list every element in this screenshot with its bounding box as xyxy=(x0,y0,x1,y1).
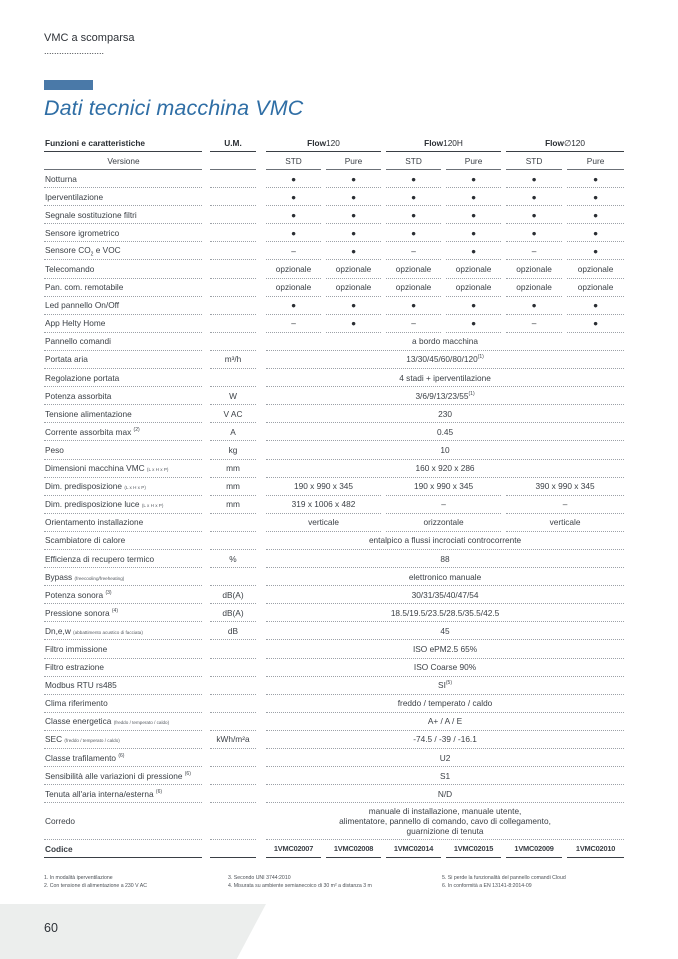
row-label: Sensore $CO_2$ e VOC xyxy=(44,242,202,260)
cell: ● xyxy=(567,224,624,242)
table-row xyxy=(44,423,624,441)
cell: N/D xyxy=(266,785,624,803)
unit-cell: mm xyxy=(210,460,256,478)
cell: ● xyxy=(506,224,562,242)
table-row xyxy=(44,152,624,170)
cell: 1VMC02014 xyxy=(386,840,441,858)
cell: opzionale xyxy=(567,279,624,297)
footnote: 4. Misurata su ambiente semianecoico di 30 m² a distanza 3 m xyxy=(228,883,372,889)
unit-cell: kg xyxy=(210,441,256,459)
cell: Pure xyxy=(446,152,501,170)
cell: ● xyxy=(446,206,501,224)
cell: opzionale xyxy=(266,279,321,297)
row-label: Peso xyxy=(44,441,202,459)
cell: – xyxy=(266,315,321,333)
cell: A+ / A / E xyxy=(266,713,624,731)
footnote: 1. In modalità iperventilazione xyxy=(44,875,113,881)
row-label: Dim. predisposizione luce (L x H x P) xyxy=(44,496,202,514)
cell: ● xyxy=(567,297,624,315)
page-corner-shape xyxy=(0,904,266,959)
table-row xyxy=(44,840,624,858)
cell: ● xyxy=(567,242,624,260)
cell: 88 xyxy=(266,550,624,568)
row-label: Notturna xyxy=(44,170,202,188)
cell: 1VMC02015 xyxy=(446,840,501,858)
footnote: 3. Secondo UNI 3744:2010 xyxy=(228,875,291,881)
col-features-header: Funzioni e caratteristiche xyxy=(44,134,202,152)
cell: ● xyxy=(567,315,624,333)
cell: 30/31/35/40/47/54 xyxy=(266,586,624,604)
table-row xyxy=(44,514,624,532)
unit-cell: kWh/m²a xyxy=(210,731,256,749)
footnote: 2. Con tensione di alimentazione a 230 V AC xyxy=(44,883,147,889)
row-label: Scambiatore di calore xyxy=(44,532,202,550)
cell: 10 xyxy=(266,441,624,459)
cell: ● xyxy=(326,224,381,242)
cell: freddo / temperato / caldo xyxy=(266,695,624,713)
row-label: Pannello comandi xyxy=(44,333,202,351)
cell: elettronico manuale xyxy=(266,568,624,586)
row-label: Clima riferimento xyxy=(44,695,202,713)
table-row xyxy=(44,441,624,459)
cell: 18.5/19.5/23.5/28.5/35.5/42.5 xyxy=(266,604,624,622)
table-row xyxy=(44,640,624,658)
table-row xyxy=(44,206,624,224)
table-row xyxy=(44,460,624,478)
row-label: Filtro estrazione xyxy=(44,659,202,677)
row-label: Pressione sonora $^{(4)}$ xyxy=(44,604,202,622)
cell: 190 x 990 x 345 xyxy=(266,478,381,496)
unit-cell: dB xyxy=(210,622,256,640)
accent-bar xyxy=(44,80,93,90)
table-row xyxy=(44,478,624,496)
row-label: Segnale sostituzione filtri xyxy=(44,206,202,224)
row-label: Efficienza di recupero termico xyxy=(44,550,202,568)
cell: 13/30/45/60/80/120$^{(1)}$ xyxy=(266,351,624,369)
cell: opzionale xyxy=(446,260,501,278)
unit-cell: % xyxy=(210,550,256,568)
table-row xyxy=(44,532,624,550)
cell: ● xyxy=(326,315,381,333)
cell: U2 xyxy=(266,749,624,767)
table-row xyxy=(44,351,624,369)
cell: ● xyxy=(326,206,381,224)
cell: ● xyxy=(506,206,562,224)
row-label: Modbus RTU rs485 xyxy=(44,677,202,695)
cell: – xyxy=(506,496,624,514)
cell: ● xyxy=(567,188,624,206)
row-label: Classe energetica (freddo / temperato / caldo) xyxy=(44,713,202,731)
table-row xyxy=(44,604,624,622)
section-label: VMC a scomparsa xyxy=(44,32,135,44)
row-label: Regolazione portata xyxy=(44,369,202,387)
cell: ● xyxy=(567,170,624,188)
cell: ● xyxy=(326,170,381,188)
row-label: Dn,e,w (abbattimento acustico di facciata) xyxy=(44,622,202,640)
cell: ● xyxy=(386,170,441,188)
footnote: 5. Si perde la funzionalità del pannello comandi Cloud xyxy=(442,875,566,881)
unit-cell: dB(A) xyxy=(210,586,256,604)
page-number: 60 xyxy=(44,921,58,935)
table-row xyxy=(44,622,624,640)
row-label: Versione xyxy=(44,152,202,170)
table-row xyxy=(44,496,624,514)
footnote: 6. In conformità a EN 13141-8:2014-09 xyxy=(442,883,532,889)
cell: opzionale xyxy=(386,260,441,278)
table-row xyxy=(44,659,624,677)
cell: opzionale xyxy=(506,279,562,297)
row-label: Corredo xyxy=(44,803,202,840)
table-row xyxy=(44,188,624,206)
table-row xyxy=(44,568,624,586)
cell: orizzontale xyxy=(386,514,501,532)
row-label: Codice xyxy=(44,840,202,858)
group-header: Flow120 xyxy=(266,134,381,152)
row-label: Pan. com. remotabile xyxy=(44,279,202,297)
row-label: Led pannello On/Off xyxy=(44,297,202,315)
table-row xyxy=(44,405,624,423)
row-label: Telecomando xyxy=(44,260,202,278)
table-row xyxy=(44,677,624,695)
cell: ● xyxy=(266,297,321,315)
cell: – xyxy=(386,496,501,514)
row-label: SEC (freddo / temperato / caldo) xyxy=(44,731,202,749)
cell: opzionale xyxy=(506,260,562,278)
row-label: Portata aria xyxy=(44,351,202,369)
unit-cell: mm xyxy=(210,496,256,514)
cell: STD xyxy=(266,152,321,170)
row-label: Sensibilità alle variazioni di pressione $^{(6)}$ xyxy=(44,767,202,785)
table-row xyxy=(44,369,624,387)
cell: ● xyxy=(326,242,381,260)
table-row xyxy=(44,242,624,260)
cell: a bordo macchina xyxy=(266,333,624,351)
table-row xyxy=(44,387,624,405)
cell: ● xyxy=(506,297,562,315)
cell: opzionale xyxy=(326,260,381,278)
cell: – xyxy=(266,242,321,260)
cell: ● xyxy=(446,297,501,315)
cell: ISO ePM2.5 65% xyxy=(266,640,624,658)
cell: ● xyxy=(446,224,501,242)
cell: SI$^{(5)}$ xyxy=(266,677,624,695)
table-row xyxy=(44,170,624,188)
unit-cell: W xyxy=(210,387,256,405)
row-label: Classe trafilamento $^{(6)}$ xyxy=(44,749,202,767)
cell: STD xyxy=(506,152,562,170)
cell: ● xyxy=(266,224,321,242)
cell: Pure xyxy=(567,152,624,170)
col-um-header: U.M. xyxy=(210,134,256,152)
group-header: Flow120H xyxy=(386,134,501,152)
footnotes-col xyxy=(442,874,566,890)
row-label: Tenuta all'aria interna/esterna $^{(6)}$ xyxy=(44,785,202,803)
cell: 390 x 990 x 345 xyxy=(506,478,624,496)
cell: – xyxy=(506,242,562,260)
cell: opzionale xyxy=(567,260,624,278)
cell: 4 stadi + iperventilazione xyxy=(266,369,624,387)
row-label: Bypass (freecooling/freeheating) xyxy=(44,568,202,586)
cell: – xyxy=(506,315,562,333)
section-dots: ........................ xyxy=(44,46,105,56)
cell: 319 x 1006 x 482 xyxy=(266,496,381,514)
cell: ● xyxy=(506,170,562,188)
row-label: Corrente assorbita max $^{(2)}$ xyxy=(44,423,202,441)
cell: manuale di installazione, manuale utente, alimentatore, pannello di comando, cavo di collegamento, guarnizione di tenuta xyxy=(266,803,624,840)
cell: ● xyxy=(266,170,321,188)
cell: 1VMC02008 xyxy=(326,840,381,858)
cell: – xyxy=(386,242,441,260)
cell: opzionale xyxy=(446,279,501,297)
cell: ● xyxy=(446,315,501,333)
cell: 230 xyxy=(266,405,624,423)
row-label: Orientamento installazione xyxy=(44,514,202,532)
table-row xyxy=(44,803,624,840)
cell: verticale xyxy=(506,514,624,532)
page-title: Dati tecnici macchina VMC xyxy=(44,96,304,120)
row-label: App Helty Home xyxy=(44,315,202,333)
group-header: Flow∅120 xyxy=(506,134,624,152)
cell: ● xyxy=(266,206,321,224)
table-row xyxy=(44,695,624,713)
cell: 1VMC02010 xyxy=(567,840,624,858)
cell: ● xyxy=(326,297,381,315)
row-label: Potenza sonora $^{(3)}$ xyxy=(44,586,202,604)
cell: entalpico a flussi incrociati controcorrente xyxy=(266,532,624,550)
table-row xyxy=(44,749,624,767)
cell: verticale xyxy=(266,514,381,532)
cell: opzionale xyxy=(266,260,321,278)
cell: 1VMC02007 xyxy=(266,840,321,858)
cell: ● xyxy=(326,188,381,206)
cell: ● xyxy=(386,224,441,242)
cell: ● xyxy=(386,188,441,206)
cell: ● xyxy=(266,188,321,206)
table-row xyxy=(44,731,624,749)
cell: ● xyxy=(446,242,501,260)
row-label: Iperventilazione xyxy=(44,188,202,206)
cell: Pure xyxy=(326,152,381,170)
row-label: Filtro immissione xyxy=(44,640,202,658)
unit-cell: m³/h xyxy=(210,351,256,369)
unit-cell: A xyxy=(210,423,256,441)
row-label: Dim. predisposizione (L x H x P) xyxy=(44,478,202,496)
cell: ● xyxy=(446,170,501,188)
row-label: Potenza assorbita xyxy=(44,387,202,405)
cell: S1 xyxy=(266,767,624,785)
table-row xyxy=(44,713,624,731)
cell: ● xyxy=(446,188,501,206)
cell: ● xyxy=(567,206,624,224)
cell: opzionale xyxy=(326,279,381,297)
unit-cell: V AC xyxy=(210,405,256,423)
unit-cell: mm xyxy=(210,478,256,496)
row-label: Sensore igrometrico xyxy=(44,224,202,242)
cell: 0.45 xyxy=(266,423,624,441)
cell: ● xyxy=(386,206,441,224)
cell: opzionale xyxy=(386,279,441,297)
table-row xyxy=(44,297,624,315)
table-row xyxy=(44,279,624,297)
cell: 1VMC02009 xyxy=(506,840,562,858)
table-row xyxy=(44,586,624,604)
cell: 190 x 990 x 345 xyxy=(386,478,501,496)
row-label: Dimensioni macchina VMC (L x H x P) xyxy=(44,460,202,478)
cell: ● xyxy=(386,297,441,315)
footnotes-col xyxy=(44,874,147,890)
cell: -74.5 / -39 / -16.1 xyxy=(266,731,624,749)
cell: 160 x 920 x 286 xyxy=(266,460,624,478)
cell: ● xyxy=(506,188,562,206)
footnotes-col xyxy=(228,874,372,890)
table-row xyxy=(44,785,624,803)
cell: ISO Coarse 90% xyxy=(266,659,624,677)
table-row xyxy=(44,333,624,351)
table-header-row xyxy=(44,134,624,152)
table-row xyxy=(44,260,624,278)
unit-cell: dB(A) xyxy=(210,604,256,622)
row-label: Tensione alimentazione xyxy=(44,405,202,423)
table-row xyxy=(44,224,624,242)
spec-table xyxy=(44,134,624,858)
table-row xyxy=(44,550,624,568)
table-row xyxy=(44,315,624,333)
cell: STD xyxy=(386,152,441,170)
cell: 3/6/9/13/23/55$^{(1)}$ xyxy=(266,387,624,405)
cell: – xyxy=(386,315,441,333)
cell: 45 xyxy=(266,622,624,640)
table-row xyxy=(44,767,624,785)
